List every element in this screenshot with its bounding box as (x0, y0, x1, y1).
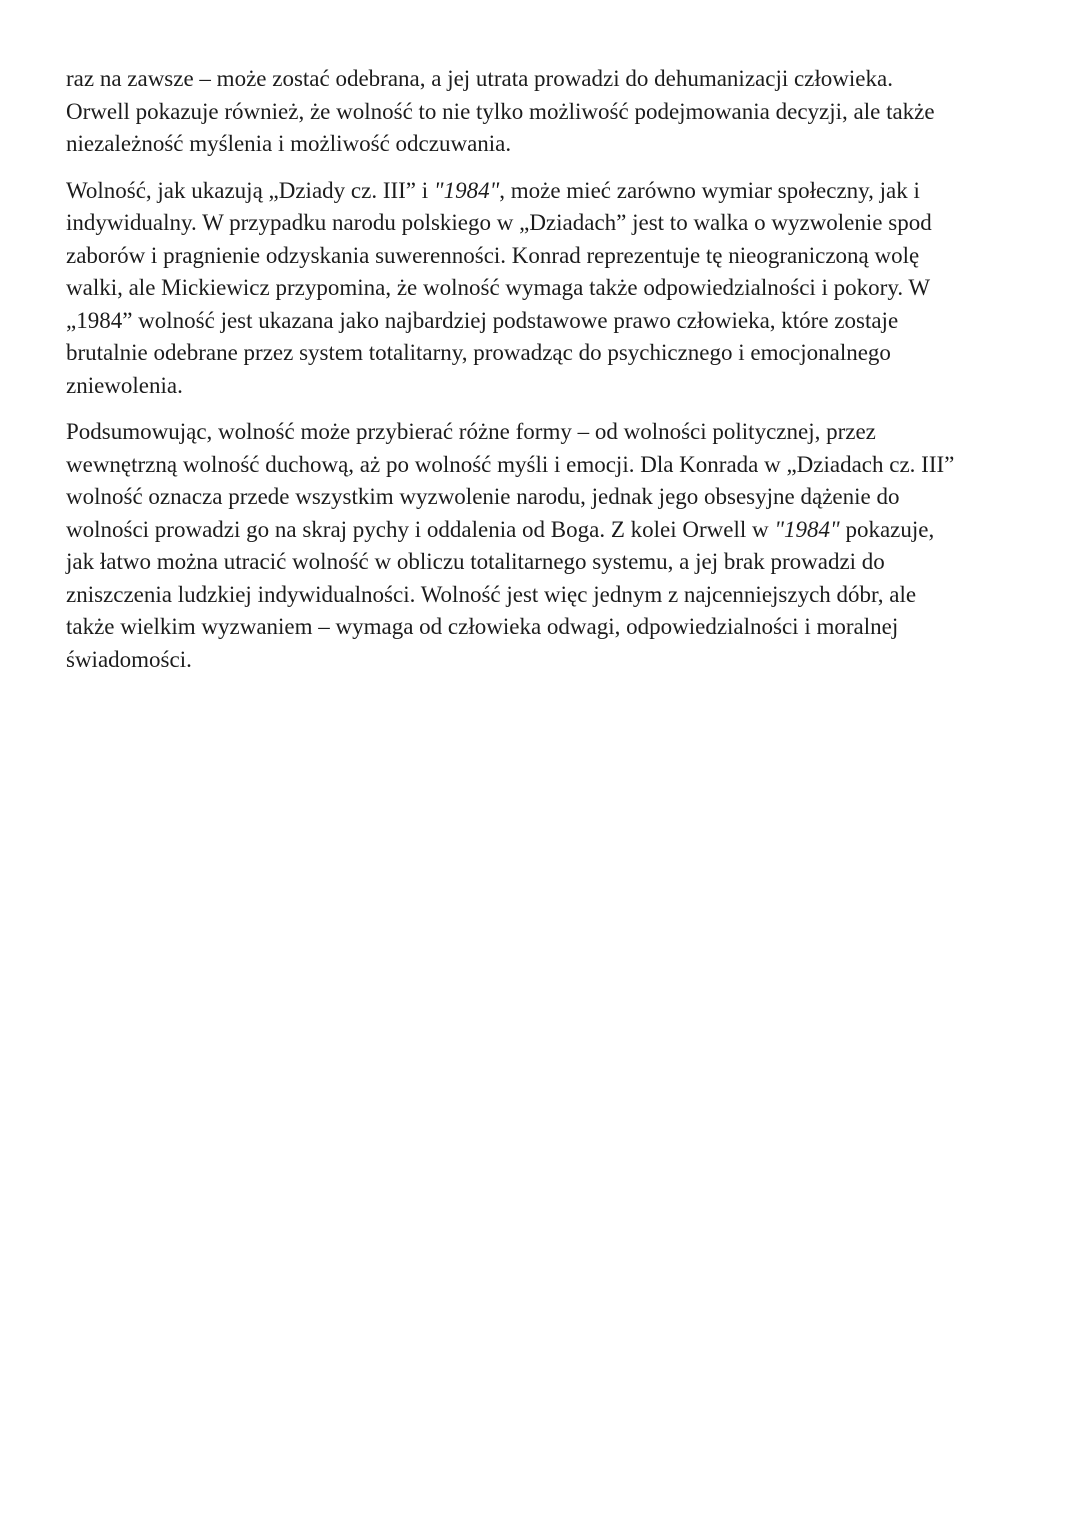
text-segment: indywidualny. W przypadku narodu polskiego w „Dziadach” jest to walka o wyzwolenie spod (66, 210, 932, 235)
paragraph (66, 175, 1016, 403)
text-line (66, 175, 1016, 208)
essay-text-block (66, 63, 1016, 690)
book-title-italic: "1984" (433, 177, 500, 203)
text-segment: zniewolenia. (66, 372, 183, 398)
text-line (66, 514, 1016, 547)
text-segment: wewnętrzną wolność duchową, aż po wolność myśli i emocji. Dla Konrada w „Dziadach cz. III” (66, 451, 955, 477)
paragraph (66, 416, 1016, 676)
text-segment: niezależność myślenia i możliwość odczuwania. (66, 131, 512, 156)
text-line (66, 305, 1016, 338)
text-line (66, 481, 1016, 514)
text-segment: zniszczenia ludzkiej indywidualności. Wolność jest więc jednym z najcenniejszych dóbr, ale (66, 581, 917, 607)
text-line (66, 128, 1016, 161)
text-line (66, 337, 1016, 370)
text-line (66, 240, 1016, 273)
text-segment: wolność oznacza przede wszystkim wyzwolenie narodu, jednak jego obsesyjne dążenie do (66, 484, 900, 509)
text-segment: , może mieć zarówno wymiar społeczny, jak i (499, 177, 920, 203)
text-line (66, 644, 1016, 677)
text-line (66, 416, 1016, 449)
text-segment: świadomości. (66, 646, 192, 672)
text-line (66, 96, 1016, 129)
text-line (66, 579, 1016, 612)
text-line (66, 611, 1016, 644)
paragraph (66, 63, 1016, 161)
text-line (66, 272, 1016, 305)
text-segment: Wolność, jak ukazują „Dziady cz. III” i (66, 177, 434, 203)
text-segment: pokazuje, (839, 516, 935, 542)
text-segment: raz na zawsze – może zostać odebrana, a jej utrata prowadzi do dehumanizacji człowieka. (66, 66, 893, 91)
text-segment: walki, ale Mickiewicz przypomina, że wolność wymaga także odpowiedzialności i pokory. W (66, 275, 931, 300)
text-segment: „1984” wolność jest ukazana jako najbardziej podstawowe prawo człowieka, które zostaje (66, 307, 899, 333)
text-segment: brutalnie odebrane przez system totalitarny, prowadząc do psychicznego i emocjonalnego (66, 340, 891, 365)
text-line (66, 63, 1016, 96)
text-segment: także wielkim wyzwaniem – wymaga od człowieka odwagi, odpowiedzialności i moralnej (66, 614, 899, 639)
text-segment: wolności prowadzi go na skraj pychy i oddalenia od Boga. Z kolei Orwell w (66, 516, 775, 542)
text-line (66, 546, 1016, 579)
book-title-italic: "1984" (774, 516, 840, 542)
text-segment: jak łatwo można utracić wolność w obliczu totalitarnego systemu, a jej brak prowadzi do (66, 549, 885, 574)
text-line (66, 207, 1016, 240)
text-segment: Podsumowując, wolność może przybierać różne formy – od wolności politycznej, przez (66, 419, 876, 444)
text-segment: zaborów i pragnienie odzyskania suwerenności. Konrad reprezentuje tę nieograniczoną wolę (66, 242, 920, 268)
text-line (66, 370, 1016, 403)
text-segment: Orwell pokazuje również, że wolność to nie tylko możliwość podejmowania decyzji, ale także (66, 98, 935, 124)
text-line (66, 449, 1016, 482)
